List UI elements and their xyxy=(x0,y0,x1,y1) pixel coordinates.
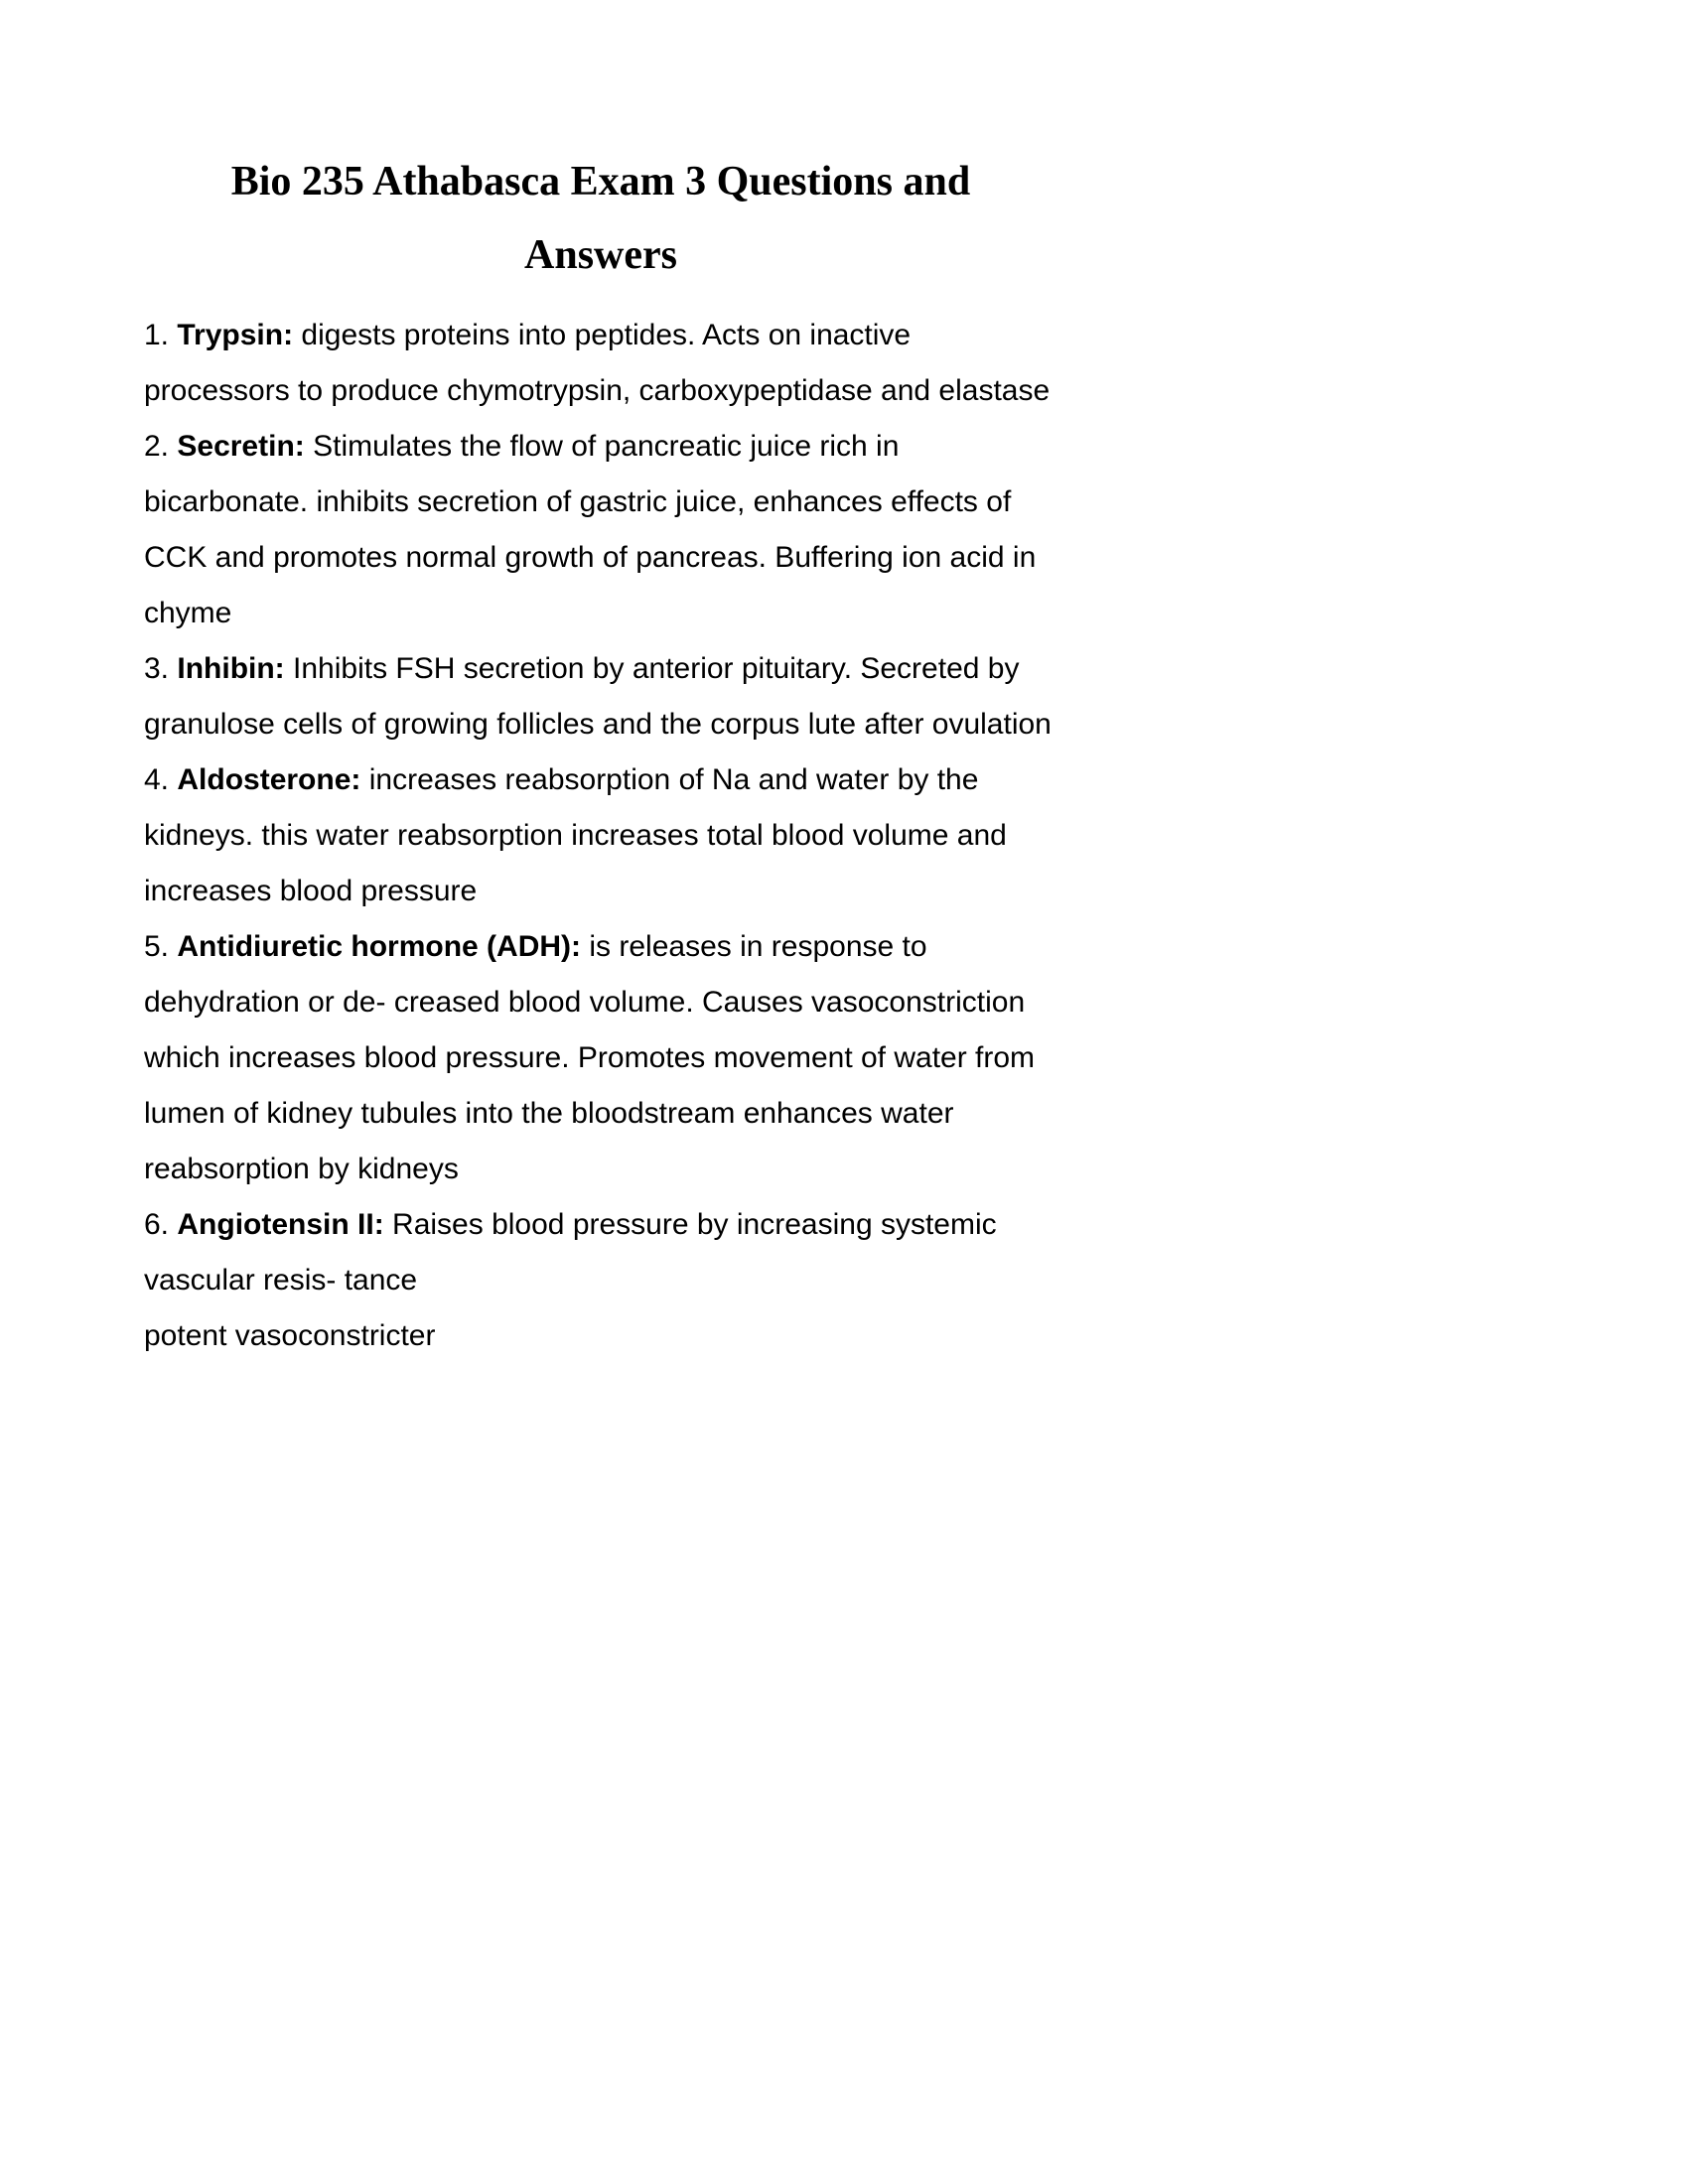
qa-term: Inhibin: xyxy=(177,652,285,685)
document-title-line-2: Answers xyxy=(524,232,677,278)
qa-item-1 xyxy=(144,308,1057,419)
qa-number: 2. xyxy=(144,430,170,463)
qa-term: Antidiuretic hormone (ADH): xyxy=(177,930,582,963)
qa-number: 6. xyxy=(144,1208,170,1241)
qa-term: Angiotensin II: xyxy=(177,1208,384,1241)
qa-definition: Stimulates the flow of pancreatic juice rich in bicarbonate. inhibits secretion of gastric juice, enhances effects of CCK and promotes normal growth of pancreas. Buffering ion acid in chyme xyxy=(144,430,1037,629)
qa-number: 5. xyxy=(144,930,170,963)
qa-item-4 xyxy=(144,752,1057,919)
qa-item-3 xyxy=(144,641,1057,752)
qa-definition: digests proteins into peptides. Acts on inactive processors to produce chymotrypsin, carboxypeptidase and elastase xyxy=(144,319,1051,407)
qa-term: Trypsin: xyxy=(177,319,294,351)
document-title xyxy=(144,145,1057,292)
qa-number: 1. xyxy=(144,319,170,351)
qa-number: 4. xyxy=(144,763,170,796)
qa-definition: is releases in response to dehydration or de- creased blood volume. Causes vasoconstriction which increases blood pressure. Promotes movement of water from lumen of kidney tubules into the bloodstream enhances water reabsorption by kidneys xyxy=(144,930,1036,1185)
qa-item-6 xyxy=(144,1197,1057,1308)
qa-definition: increases reabsorption of Na and water by the kidneys. this water reabsorption increases total blood volume and increases blood pressure xyxy=(144,763,1007,907)
trailing-note: potent vasoconstricter xyxy=(144,1319,436,1352)
qa-definition: Raises blood pressure by increasing systemic vascular resis- tance xyxy=(144,1208,997,1297)
document-content xyxy=(144,0,1057,1364)
document-title-line-1: Bio 235 Athabasca Exam 3 Questions and xyxy=(230,159,971,205)
qa-item-2 xyxy=(144,419,1057,641)
qa-term: Aldosterone: xyxy=(177,763,361,796)
qa-term: Secretin: xyxy=(177,430,305,463)
document-body xyxy=(144,308,1057,1364)
qa-number: 3. xyxy=(144,652,170,685)
qa-item-5 xyxy=(144,919,1057,1197)
qa-definition: Inhibits FSH secretion by anterior pituitary. Secreted by granulose cells of growing follicles and the corpus lute after ovulation xyxy=(144,652,1052,741)
